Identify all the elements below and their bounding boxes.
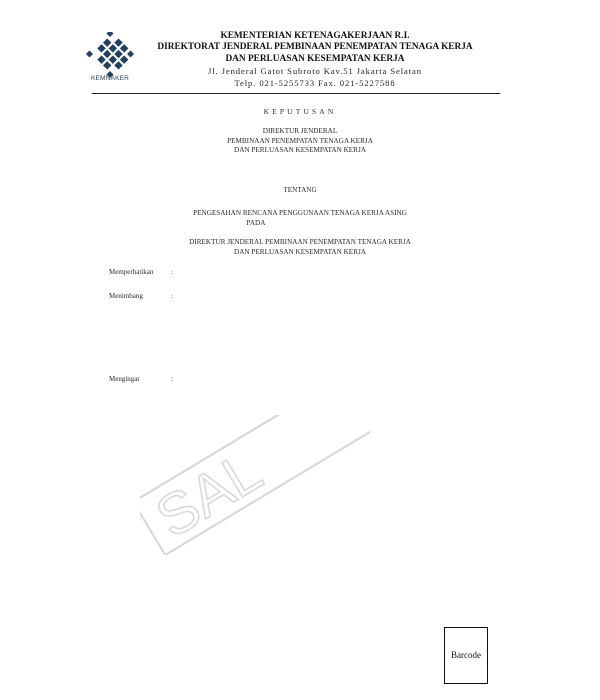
address: Jl. Jenderal Gatot Subroto Kav.51 Jakarta Selatan (208, 65, 422, 76)
field-memperhatikan: Memperhatikan : (109, 268, 173, 276)
official-title: DIREKTUR JENDERAL PEMBINAAN PENEMPATAN TENAGA KERJA DAN PERLUASAN KESEMPATAN KERJA (189, 238, 411, 256)
document-type: KEPUTUSAN (263, 107, 337, 116)
field-mengingat: Mengingat : (109, 375, 173, 383)
issuing-official: DIREKTUR JENDERAL PEMBINAAN PENEMPATAN TENAGA KERJA DAN PERLUASAN KESEMPATAN KERJA (227, 127, 373, 155)
subject: PENGESAHAN RENCANA PENGGUNAAN TENAGA KERJA ASING PADA (193, 209, 407, 227)
ministry-name: KEMENTERIAN KETENAGAKERJAAN R.I. (220, 31, 410, 41)
phone-fax: Telp. 021-5255733 Fax. 021-5227588 (234, 78, 396, 89)
barcode-box (444, 627, 488, 684)
sample-watermark (140, 415, 370, 555)
logo-text: KEMNAKER (90, 75, 130, 82)
directorate-name: DIREKTORAT JENDERAL PEMBINAAN PENEMPATAN TENAGA KERJA (157, 42, 473, 53)
barcode-label: Barcode (451, 650, 481, 660)
directorate-name-cont: DAN PERLUASAN KESEMPATAN KERJA (225, 53, 405, 64)
field-menimbang: Menimbang : (109, 292, 173, 300)
watermark-text: SAL (145, 438, 273, 551)
tentang-heading: TENTANG (283, 186, 317, 194)
letterhead (150, 31, 480, 90)
letterhead-divider (92, 93, 500, 94)
